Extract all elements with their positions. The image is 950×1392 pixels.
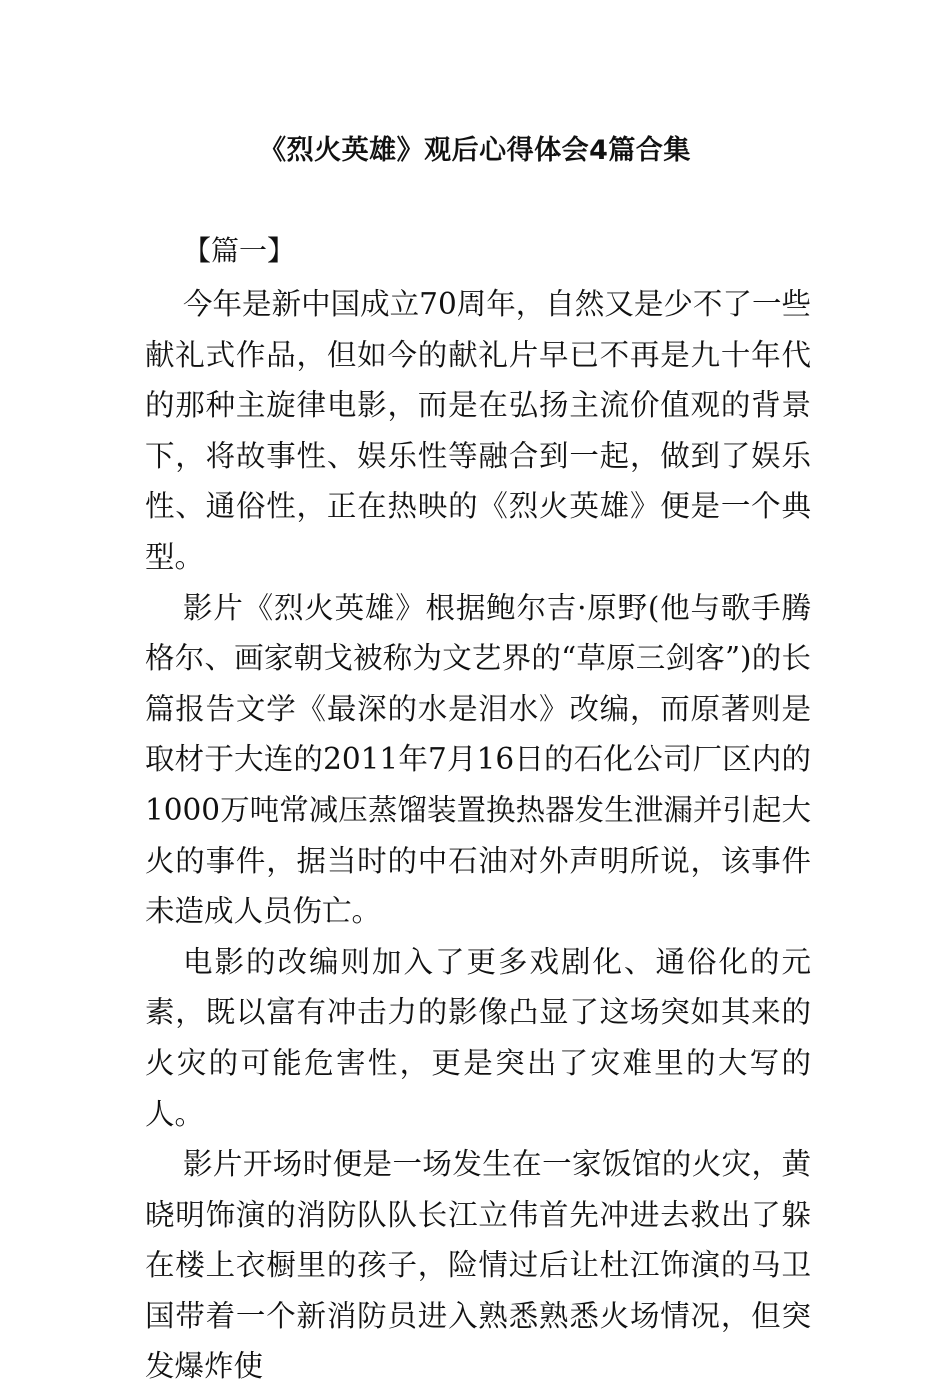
paragraph-1: 今年是新中国成立70周年，自然又是少不了一些献礼式作品，但如今的献礼片早已不再是九十年代的那种主旋律电影，而是在弘扬主流价值观的背景下，将故事性、娱乐性等融合到一起，做到了娱乐性、通俗性，正在热映的《烈火英雄》便是一个典型。 [145,287,811,574]
paragraph-4: 影片开场时便是一场发生在一家饭馆的火灾，黄晓明饰演的消防队队长江立伟首先冲进去救出了躲在楼上衣橱里的孩子，险情过后让杜江饰演的马卫国带着一个新消防员进入熟悉熟悉火场情况，但突发爆炸使 [145,1147,811,1384]
paragraph-3: 电影的改编则加入了更多戏剧化、通俗化的元素，既以富有冲击力的影像凸显了这场突如其来的火灾的可能危害性，更是突出了灾难里的大写的人。 [145,944,811,1131]
document-title: 《烈火英雄》观后心得体会4篇合集 [259,135,691,166]
section-heading: 【篇一】 [183,234,296,267]
paragraph-2: 影片《烈火英雄》根据鲍尔吉·原野(他与歌手腾格尔、画家朝戈被称为文艺界的“草原三剑客”)的长篇报告文学《最深的水是泪水》改编，而原著则是取材于大连的2011年7月16日的石化公司厂区内的1000万吨常减压蒸馏装置换热器发生泄漏并引起大火的事件，据当时的中石油对外声明所说，该事件未造成人员伤亡。 [145,590,811,929]
document-body [145,279,811,1392]
